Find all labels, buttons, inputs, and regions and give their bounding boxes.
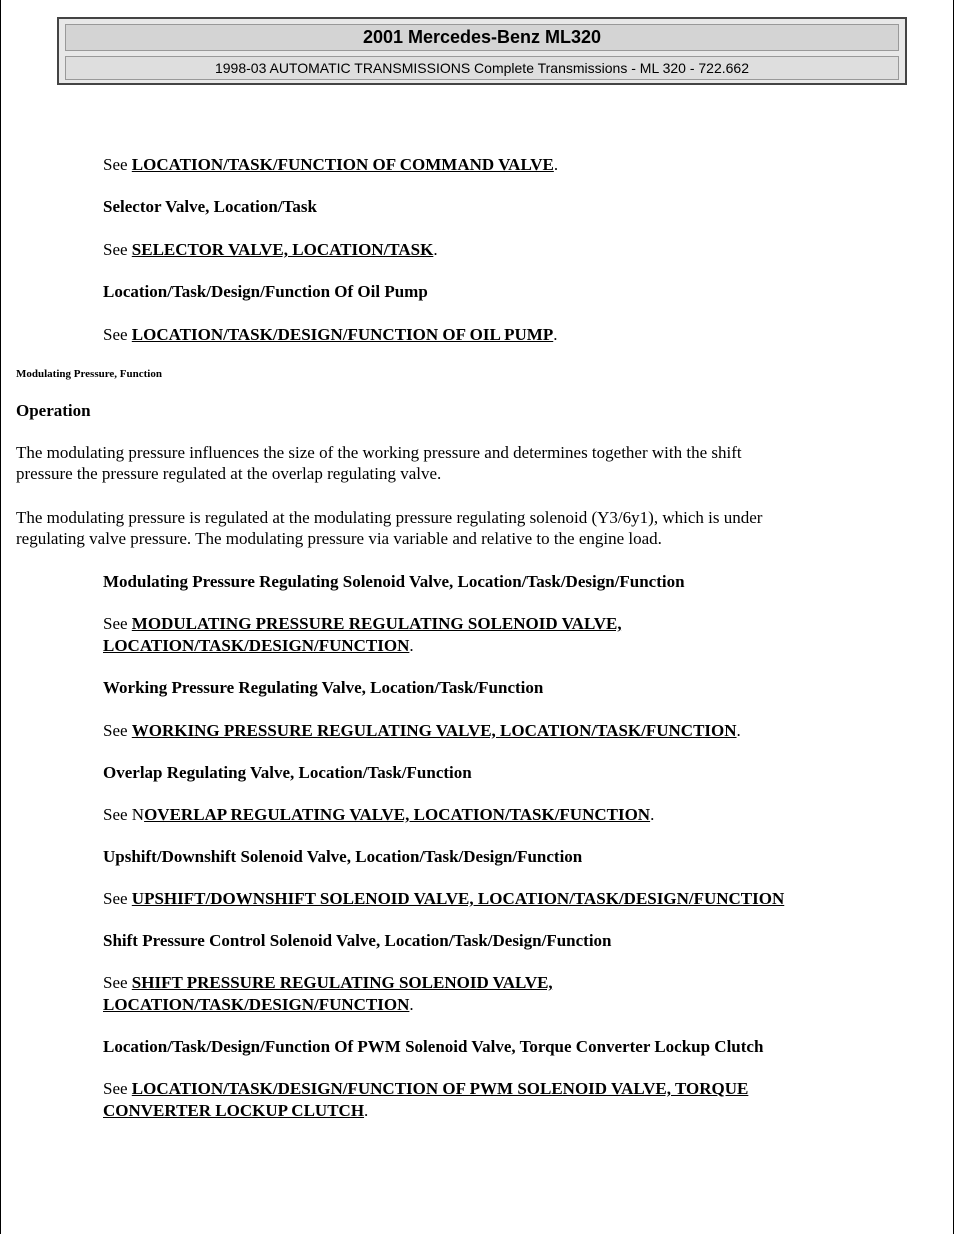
see-oil-pump: See LOCATION/TASK/DESIGN/FUNCTION OF OIL PUMP. [103,325,558,344]
heading-pwm-solenoid: Location/Task/Design/Function Of PWM Solenoid Valve, Torque Converter Lockup Clutch [103,1037,764,1056]
section-title: Modulating Pressure, Function [16,368,162,380]
heading-overlap-valve: Overlap Regulating Valve, Location/Task/Function [103,763,472,782]
paragraph-2-line-1: The modulating pressure is regulated at the modulating pressure regulating solenoid (Y3/6y1), which is under [16,508,763,527]
heading-oil-pump: Location/Task/Design/Function Of Oil Pump [103,282,428,301]
link-pwm-solenoid-line2[interactable]: CONVERTER LOCKUP CLUTCH [103,1101,365,1120]
heading-working-pressure: Working Pressure Regulating Valve, Location/Task/Function [103,678,544,697]
paragraph-2-line-2: regulating valve pressure. The modulating pressure via variable and relative to the engine load. [16,529,662,548]
paragraph-1-line-1: The modulating pressure influences the size of the working pressure and determines together with the shift [16,443,742,462]
link-shift-pressure-line2[interactable]: LOCATION/TASK/DESIGN/FUNCTION [103,995,410,1014]
see-shift-pressure-cont: LOCATION/TASK/DESIGN/FUNCTION. [103,995,414,1014]
link-working-pressure[interactable]: WORKING PRESSURE REGULATING VALVE, LOCATION/TASK/FUNCTION [131,721,737,740]
see-command-valve: See LOCATION/TASK/FUNCTION OF COMMAND VALVE. [103,155,559,174]
header-title: 2001 Mercedes-Benz ML320 [65,24,899,51]
link-overlap-valve[interactable]: OVERLAP REGULATING VALVE, LOCATION/TASK/FUNCTION [144,805,651,824]
header-subtitle: 1998-03 AUTOMATIC TRANSMISSIONS Complete Transmissions - ML 320 - 722.662 [65,56,899,80]
heading-selector-valve: Selector Valve, Location/Task [103,197,317,216]
heading-modulating-solenoid: Modulating Pressure Regulating Solenoid Valve, Location/Task/Design/Function [103,572,685,591]
link-modulating-solenoid[interactable]: MODULATING PRESSURE REGULATING SOLENOID VALVE, [131,614,622,633]
document-header [57,17,907,85]
link-shift-pressure[interactable]: SHIFT PRESSURE REGULATING SOLENOID VALVE, [131,973,553,992]
operation-heading: Operation [16,401,91,420]
see-pwm-solenoid: See LOCATION/TASK/DESIGN/FUNCTION OF PWM SOLENOID VALVE, TORQUE [103,1079,749,1098]
link-upshift-downshift[interactable]: UPSHIFT/DOWNSHIFT SOLENOID VALVE, LOCATION/TASK/DESIGN/FUNCTION [131,889,785,908]
see-overlap-valve: See NOVERLAP REGULATING VALVE, LOCATION/TASK/FUNCTION. [103,805,655,824]
link-selector-valve[interactable]: SELECTOR VALVE, LOCATION/TASK [131,240,434,259]
see-working-pressure: See WORKING PRESSURE REGULATING VALVE, LOCATION/TASK/FUNCTION. [103,721,741,740]
see-modulating-solenoid-cont: LOCATION/TASK/DESIGN/FUNCTION. [103,636,414,655]
see-modulating-solenoid: See MODULATING PRESSURE REGULATING SOLENOID VALVE, [103,614,622,633]
see-shift-pressure: See SHIFT PRESSURE REGULATING SOLENOID VALVE, [103,973,553,992]
link-oil-pump[interactable]: LOCATION/TASK/DESIGN/FUNCTION OF OIL PUMP [131,325,554,344]
link-modulating-solenoid-line2[interactable]: LOCATION/TASK/DESIGN/FUNCTION [103,636,410,655]
heading-shift-pressure: Shift Pressure Control Solenoid Valve, Location/Task/Design/Function [103,931,612,950]
see-selector-valve: See SELECTOR VALVE, LOCATION/TASK. [103,240,438,259]
link-command-valve[interactable]: LOCATION/TASK/FUNCTION OF COMMAND VALVE [131,155,554,174]
see-pwm-solenoid-cont: CONVERTER LOCKUP CLUTCH. [103,1101,369,1120]
paragraph-1-line-2: pressure the pressure regulated at the overlap regulating valve. [16,464,442,483]
link-pwm-solenoid[interactable]: LOCATION/TASK/DESIGN/FUNCTION OF PWM SOLENOID VALVE, TORQUE [131,1079,749,1098]
see-upshift-downshift: See UPSHIFT/DOWNSHIFT SOLENOID VALVE, LOCATION/TASK/DESIGN/FUNCTION [103,889,785,908]
heading-upshift-downshift: Upshift/Downshift Solenoid Valve, Location/Task/Design/Function [103,847,583,866]
